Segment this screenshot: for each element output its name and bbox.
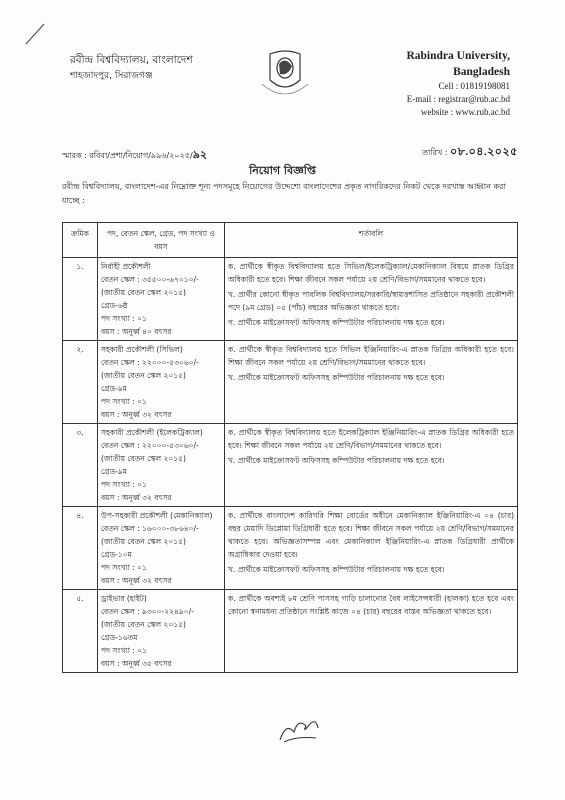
table-row: [63, 590, 518, 673]
grade: গ্রেড-৬ষ্ঠ: [101, 301, 128, 310]
grade: গ্রেড-১৬তম: [101, 633, 138, 642]
national-pay-scale: (জাতীয় বেতন স্কেল ২০১৫): [101, 537, 186, 546]
conditions-cell: [225, 590, 518, 673]
condition-item: ক. প্রার্থীকে স্বীকৃত বিশ্ববিদ্যালয় হতে ইলেকট্রিক্যাল ইঞ্জিনিয়ারিং-এ স্নাতক ডিগ্রির অধিকারী হতে হবে। শিক্ষা জীবনে সকল পর্যায়ে ২য় শ্রেণি/বিভাগ/সমমানের থাকতে হবে।: [228, 428, 514, 450]
serial-cell: ৫.: [63, 590, 98, 673]
national-pay-scale: (জাতীয় বেতন স্কেল ২০১৫): [101, 620, 186, 629]
post-count: পদ সংখ্যা : ০১: [101, 646, 147, 655]
notice-intro: রবীন্দ্র বিশ্ববিদ্যালয়, বাংলাদেশ-এর নিম্নোক্ত শূন্য পদসমূহে নিয়োগের উদ্দেশ্যে বাংলাদেশের প্রকৃত নাগরিকদের নিকট থেকে দরখাস্ত আহ্বান করা যাচ্ছে :: [62, 182, 506, 205]
header-post-details: পদ, বেতন স্কেল, গ্রেড, পদ সংখ্যা ও বয়স: [98, 223, 225, 258]
post-details-cell: [98, 590, 225, 673]
condition-item: ক. প্রার্থীকে স্বীকৃত বিশ্ববিদ্যালয় হতে সিভিল/ইলেকট্রিক্যাল/মেকানিক্যাল বিষয়ে স্নাতক ডিগ্রির অধিকারী হতে হবে। শিক্ষা জীবনে সকল পর্যায়ে ২য় শ্রেণি/বিভাগ/সমমানের থাকতে হবে।: [228, 262, 514, 284]
cell-number: Cell : 01819198081: [438, 81, 510, 91]
serial-cell: ২.: [63, 341, 98, 424]
university-logo-icon: [256, 46, 314, 106]
post-count: পদ সংখ্যা : ০১: [101, 563, 147, 572]
post-name: সহকারী প্রকৌশলী (সিভিল): [101, 345, 183, 354]
table-header-row: [63, 223, 518, 258]
pay-scale: বেতন স্কেল : ২২০০০-৫৩০৬০/-: [101, 358, 199, 367]
date-value: ০৮.০৪.২০২৫: [450, 146, 518, 158]
en-university-name: Rabindra University, Bangladesh: [406, 50, 510, 78]
post-count: পদ সংখ্যা : ০১: [101, 314, 147, 323]
pay-scale: বেতন স্কেল : ১৬০০০-৩৮৬৪০/-: [101, 524, 199, 533]
condition-item: ক. প্রার্থীকে অবশ্যই ৮ম শ্রেণি পাসসহ গাড়ি চালানোর বৈধ লাইসেন্সধারী (হালকা) হতে হবে এবং কোনো স্বনামধন্য প্রতিষ্ঠানে সংশ্লিষ্ট কাজে ০৪ (চার) বছরের বাস্তব অভিজ্ঞতা থাকতে হবে।: [228, 594, 514, 616]
conditions-cell: [225, 258, 518, 341]
table-row: [63, 424, 518, 507]
condition-item: ক. প্রার্থীকে বাংলাদেশ কারিগরি শিক্ষা বোর্ডের অধীনে মেকানিক্যাল ইঞ্জিনিয়ারিং-এ ০৪ (চার) বছর মেয়াদি ডিপ্লোমা ডিগ্রিধারী হতে হবে। শিক্ষা জীবনে সকল পর্যায়ে ২য় শ্রেণি/বিভাগ/সমমানের থাকতে হবে। অভিজ্ঞতাসম্পন্ন এবং মেকানিক্যাল ইঞ্জিনিয়ারিং-এ স্নাতক ডিগ্রিধারী প্রার্থীকে অগ্রাধিকার দেওয়া হবে।: [228, 511, 514, 559]
condition-item: খ. প্রার্থীকে মাইক্রোসফট অফিসসহ কম্পিউটার পরিচালনায় দক্ষ হতে হবে।: [228, 373, 445, 382]
email-address: E-mail : registrar@rub.ac.bd: [406, 94, 510, 104]
date-label: তারিখ :: [422, 148, 451, 157]
serial-cell: ৪.: [63, 507, 98, 590]
grade: গ্রেড-৯ম: [101, 384, 127, 393]
table-row: [63, 507, 518, 590]
national-pay-scale: (জাতীয় বেতন স্কেল ২০১৫): [101, 288, 186, 297]
age-limit: বয়স : অনূর্ধ্ব ৩২ বৎসর: [101, 410, 172, 419]
post-count: পদ সংখ্যা : ০১: [101, 480, 147, 489]
website-address: website : www.rub.ac.bd: [420, 107, 510, 117]
signature-icon: [276, 712, 324, 746]
notice-date: [422, 143, 518, 162]
age-limit: বয়স : অনূর্ধ্ব ৩৫ বৎসর: [101, 659, 172, 668]
age-limit: বয়স : অনূর্ধ্ব ৩২ বৎসর: [101, 576, 172, 585]
conditions-cell: [225, 507, 518, 590]
header-conditions: শর্তাবলি: [225, 223, 518, 258]
post-name: ড্রাইভার (হাইট): [101, 594, 147, 603]
pay-scale: বেতন স্কেল : ২২০০০-৫৩০৬০/-: [101, 441, 199, 450]
age-limit: বয়স : অনূর্ধ্ব ৪০ বৎসর: [101, 327, 172, 336]
condition-item: খ. প্রার্থীকে মাইক্রোসফট অফিসসহ কম্পিউটার পরিচালনায় দক্ষ হতে হবে।: [228, 456, 445, 465]
post-name: সহকারী প্রকৌশলী (ইলেকট্রিক্যাল): [101, 428, 203, 437]
national-pay-scale: (জাতীয় বেতন স্কেল ২০১৫): [101, 371, 186, 380]
table-row: [63, 258, 518, 341]
grade: গ্রেড-১০ম: [101, 550, 132, 559]
condition-item: খ. প্রার্থীকে মাইক্রোসফট অফিসসহ কম্পিউটার পরিচালনায় দক্ষ হতে হবে।: [228, 565, 445, 574]
memo-prefix: স্মারক : রবিবা/প্রশা/নিয়োগ/৯৯৬/২০২৫/: [62, 151, 193, 160]
pay-scale: বেতন স্কেল : ৯৩০০-২২৪৯০/-: [101, 607, 194, 616]
grade: গ্রেড-৯ম: [101, 467, 127, 476]
bengali-letterhead: [70, 52, 193, 84]
notice-title: নিয়োগ বিজ্ঞপ্তি: [249, 164, 316, 177]
post-details-cell: [98, 424, 225, 507]
table-row: [63, 341, 518, 424]
pen-mark-icon: [24, 22, 46, 46]
post-details-cell: [98, 341, 225, 424]
bn-university-name: রবীন্দ্র বিশ্ববিদ্যালয়, বাংলাদেশ: [70, 54, 193, 66]
serial-cell: ১.: [63, 258, 98, 341]
condition-item: ক. প্রার্থীকে স্বীকৃত বিশ্ববিদ্যালয় হতে সিভিল ইঞ্জিনিয়ারিং-এ স্নাতক ডিগ্রির অধিকারী হতে হবে। শিক্ষা জীবনে সকল পর্যায়ে ২য় শ্রেণি/বিভাগ/সমমানের থাকতে হবে।: [228, 345, 514, 367]
age-limit: বয়স : অনূর্ধ্ব ৩২ বৎসর: [101, 493, 172, 502]
post-name: নির্বাহী প্রকৌশলী: [101, 262, 151, 271]
memo-handwritten-number: ৯২: [192, 149, 207, 161]
post-count: পদ সংখ্যা : ০১: [101, 397, 147, 406]
national-pay-scale: (জাতীয় বেতন স্কেল ২০১৫): [101, 454, 186, 463]
header-serial: ক্রমিক: [63, 223, 98, 258]
post-details-cell: [98, 258, 225, 341]
serial-cell: ৩.: [63, 424, 98, 507]
post-name: উপ-সহকারী প্রকৌশলী (মেকানিক্যাল): [101, 511, 213, 520]
conditions-cell: [225, 341, 518, 424]
pay-scale: বেতন স্কেল : ৩৫৫০০-৬৭০১০/-: [101, 275, 199, 284]
vacancy-table: [62, 222, 518, 673]
condition-item: খ. প্রার্থীর কোনো স্বীকৃত পাবলিক বিশ্ববিদ্যালয়/সরকারি/স্বায়ত্তশাসিত প্রতিষ্ঠানে সহকারী প্রকৌশলী পদে (৯ম গ্রেড) ০৫ (পাঁচ) বছরের অভিজ্ঞতা থাকতে হবে।: [228, 290, 514, 312]
condition-item: গ. প্রার্থীকে মাইক্রোসফট অফিসসহ কম্পিউটার পরিচালনায় দক্ষ হতে হবে।: [228, 318, 445, 327]
post-details-cell: [98, 507, 225, 590]
english-letterhead: [360, 48, 510, 119]
conditions-cell: [225, 424, 518, 507]
bn-university-location: শাহজাদপুর, সিরাজগঞ্জ: [70, 71, 153, 81]
